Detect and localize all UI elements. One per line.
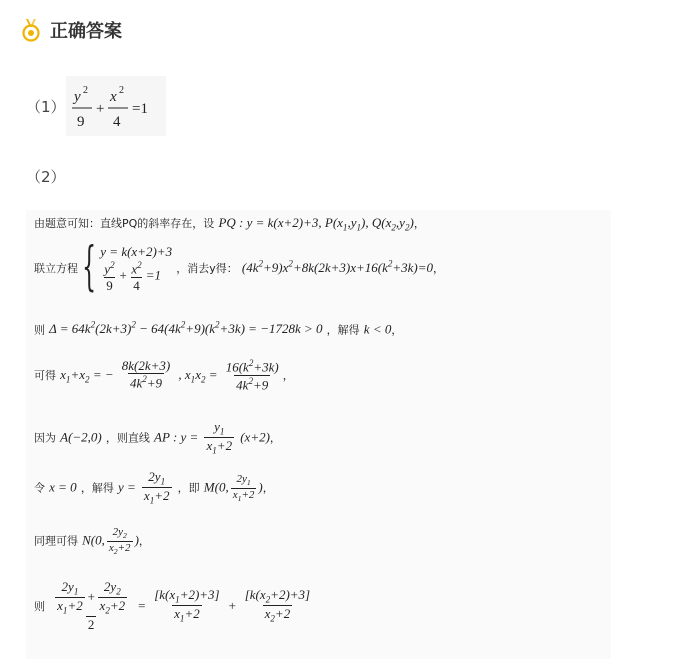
solution-line-7: 同理可得 N(0, $\frac{2y_2}{x_2+2}$ )，	[34, 526, 150, 556]
svg-text:=1: =1	[132, 101, 148, 117]
solution-line-3: 则 $\Delta = 64k^2(2k+3)^2 - 64(4k^2+9)(k^2+3k) = -1728k > 0$ ，解得 k < 0，	[34, 320, 403, 337]
solution-line-4: 可得 $x_1+x_2$ = − $\frac{8k(2k+3)}{4k^2+9}$ , $x_1x_2$ = $\frac{16(k^2+3k)}{4k^2+9}$ ，	[34, 358, 294, 392]
svg-text:2: 2	[83, 85, 88, 96]
solution-line-2: 联立方程 { y = k(x+2)+3 $\frac{y^2}{9}$ + $\frac{x^2}{4}$ =1 ，消去y得： $(4k^2+9)x^2+8k(2k+3)x+16(k^2+3k)=0$，	[34, 238, 445, 299]
solution-line-6: 令 x = 0 ，解得 y = $\frac{2y_1}{x_1+2}$ ，即 M(0, $\frac{2y_1}{x_1+2}$ )，	[34, 469, 274, 506]
part-2-label: （2）	[26, 168, 66, 186]
svg-text:y: y	[74, 89, 81, 105]
medal-icon	[20, 18, 42, 42]
answer-header	[20, 16, 122, 44]
part-2-solution-image	[26, 210, 611, 659]
svg-text:x: x	[110, 89, 117, 105]
svg-text:+: +	[96, 101, 105, 117]
part-1-answer-image	[66, 76, 166, 136]
solution-line-1: 由题意可知：直线PQ的斜率存在，设 PQ : y = k(x+2)+3, $P(x_1,y_1)$, $Q(x_2,y_2)$，	[34, 215, 425, 233]
svg-text:2: 2	[119, 85, 124, 96]
solution-line-8: 则 $\frac{2y_1}{x_1+2}$ + $\frac{2y_2}{x_2+2}$ 2 = $\frac{[k(x_1+2)+3]}{x_1+2}$ + $\frac{[k(x_2+2)+3]}{x_2+2}$	[34, 579, 311, 633]
solution-line-5: 因为 A(−2,0) ，则直线 AP : y = $\frac{y_1}{x_1+2}$ (x+2)，	[34, 419, 281, 456]
svg-text:4: 4	[113, 114, 121, 130]
svg-text:9: 9	[77, 114, 85, 130]
part-1-label: （1）	[26, 98, 66, 116]
header-title: 正确答案	[50, 21, 122, 42]
